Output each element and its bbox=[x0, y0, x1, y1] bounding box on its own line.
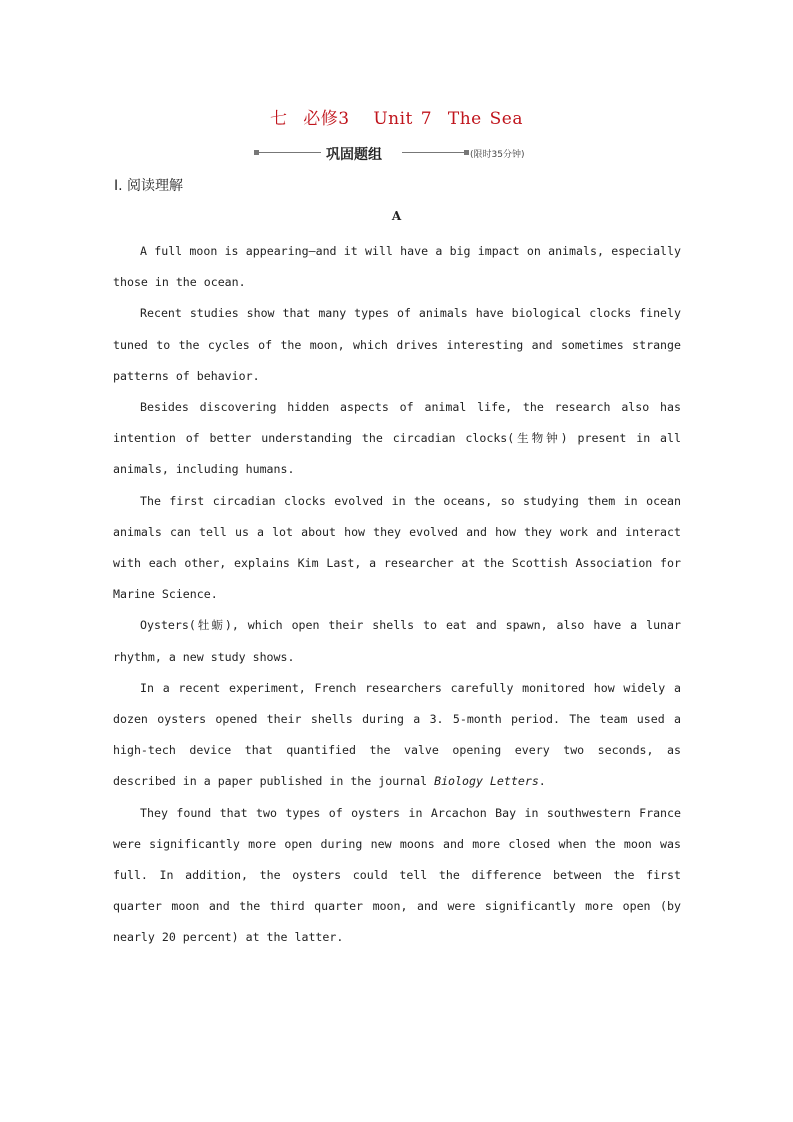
banner-right-marker bbox=[464, 150, 469, 155]
paragraph bbox=[113, 673, 681, 798]
passage-label: A bbox=[391, 209, 402, 223]
section-heading: Ⅰ. 阅读理解 bbox=[114, 178, 184, 194]
paragraph-text: . bbox=[538, 774, 546, 789]
banner-label: 巩固题组 bbox=[326, 147, 382, 163]
paragraph: The first circadian clocks evolved in the oceans, so studying them in ocean animals can tell us a lot about how they evolved and how they work and interact with each other, explains Kim Last, a researcher at the Scottish Association for Marine Science. bbox=[113, 493, 681, 602]
paragraph: Recent studies show that many types of animals have biological clocks finely tuned to the cycles of the moon, which drives interesting and sometimes strange patterns of behavior. bbox=[113, 306, 681, 383]
banner-right-rule bbox=[402, 152, 464, 153]
passage-body bbox=[113, 236, 681, 954]
page-title: 七 必修3 Unit 7 The Sea bbox=[269, 109, 523, 129]
paragraph: They found that two types of oysters in Arcachon Bay in southwestern France were significantly more open during new moons and more closed when the moon was full. In addition, the oysters could tell the difference between the first quarter moon and the third quarter moon, and were significantly more open (by nearly 20 percent) at the latter. bbox=[113, 805, 681, 945]
time-limit-note: (限时35分钟) bbox=[470, 150, 525, 160]
paragraph: Besides discovering hidden aspects of animal life, the research also has intention of better understanding the circadian clocks(生物钟) present in all animals, including humans. bbox=[113, 400, 681, 477]
paragraph-text: In a recent experiment, French researchers carefully monitored how widely a dozen oysters opened their shells during a 3. 5-month period. The team used a high-tech device that quantified the valve opening every two seconds, as described in a paper published in the journal bbox=[113, 680, 681, 789]
paragraph: Oysters(牡蛎), which open their shells to eat and spawn, also have a lunar rhythm, a new study shows. bbox=[113, 618, 681, 664]
journal-title: Biology Letters bbox=[434, 774, 539, 789]
banner-left-rule bbox=[259, 152, 321, 153]
section-banner bbox=[254, 144, 554, 162]
paragraph: A full moon is appearing—and it will have a big impact on animals, especially those in the ocean. bbox=[113, 244, 681, 290]
